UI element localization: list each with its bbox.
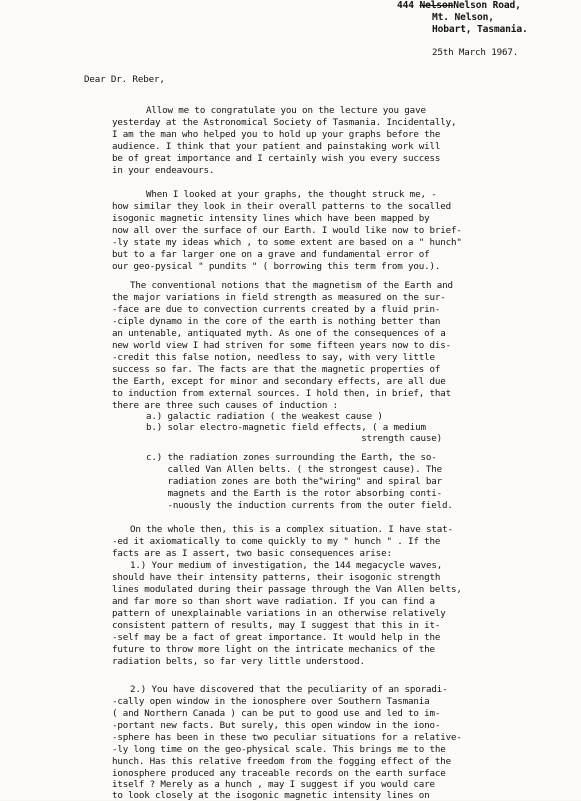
letter-date: 25th March 1967. xyxy=(432,47,519,58)
text-line: -ly long time on the geo-physical scale. This brings me to the xyxy=(112,744,446,755)
list-item: called Van Allen belts. ( the strongest cause). The xyxy=(146,464,442,475)
text-line: an untenable, antiquated myth. As one of the consequences of a xyxy=(112,328,446,339)
text-line: to look closely at the isogonic magnetic intensity lines on xyxy=(112,790,430,801)
address-line-2: Mt. Nelson, xyxy=(432,12,494,23)
list-item: c.) the radiation zones surrounding the Earth, the so- xyxy=(146,452,437,463)
text-line: -self may be a fact of great importance. It would help in the xyxy=(112,632,441,643)
text-line: Allow me to congratulate you on the lecture you gave xyxy=(146,105,426,116)
list-item: -nuously the induction currents from the outer field. xyxy=(146,500,453,511)
list-item: radiation zones are both the"wiring" and spiral bar xyxy=(146,476,442,487)
text-line: facts are as I assert, two basic consequences arise: xyxy=(112,548,392,559)
text-line: 1.) Your medium of investigation, the 144 megacycle waves, xyxy=(130,560,443,571)
text-line: new world view I had striven for some fifteen years now to dis- xyxy=(112,340,452,351)
text-line: On the whole then, this is a complex situation. I have stat- xyxy=(130,524,453,535)
text-line: -ed it axiomatically to come quickly to my " hunch " . If the xyxy=(112,536,441,547)
address-line-3: Hobart, Tasmania. xyxy=(432,24,528,35)
text-line: audience. I think that your patient and painstaking work will xyxy=(112,141,441,152)
text-line: lines modulated during their passage through the Van Allen belts, xyxy=(112,584,462,595)
text-line: should have their intensity patterns, their isogonic strength xyxy=(112,572,441,583)
list-item-continued: strength cause) xyxy=(146,433,442,444)
text-line: itself ? Merely as a hunch , may I suggest if you would care xyxy=(112,779,435,790)
text-line: in your endeavours. xyxy=(112,165,215,176)
text-line: the major variations in field strength as measured on the sur- xyxy=(112,292,446,303)
list-item: b.) solar electro-magnetic field effects, ( a medium xyxy=(146,422,426,433)
text-line: When I looked at your graphs, the thought struck me, - xyxy=(146,189,437,200)
text-line: future to throw more light on the intricate mechanics of the xyxy=(112,644,435,655)
text-line: the Earth, except for minor and secondary effects, are all due xyxy=(112,376,446,387)
text-line: -ciple dynamo in the core of the earth is nothing better than xyxy=(112,316,441,327)
text-line: our geo-pysical " pundits " ( borrowing this term from you.). xyxy=(112,261,441,272)
text-line: and far more so than short wave radiation. If you can find a xyxy=(112,596,435,607)
text-line: to induction from external sources. I hold then, in brief, that xyxy=(112,388,452,399)
text-line: -face are due to convection currents created by a fluid prin- xyxy=(112,304,441,315)
text-line: pattern of unexplainable variations in an otherwise relatively xyxy=(112,608,446,619)
text-line: 2.) You have discovered that the peculiarity of an sporadi- xyxy=(130,684,448,695)
text-line: there are three such causes of induction : xyxy=(112,400,339,411)
text-line: The conventional notions that the magnetism of the Earth and xyxy=(130,280,453,291)
text-line: yesterday at the Astronomical Society of Tasmania. Incidentally, xyxy=(112,117,457,128)
text-line: but to a far larger one on a grave and fundamental error of xyxy=(112,249,430,260)
text-line: -ly state my ideas which , to some extent are based on a " hunch" xyxy=(112,237,462,248)
text-line: ionosphere produced any traceable records on the earth surface xyxy=(112,768,446,779)
text-line: -portant new facts. But surely, this open window in the iono- xyxy=(112,720,441,731)
text-line: success so far. The facts are that the magnetic properties of xyxy=(112,364,441,375)
text-line: hunch. Has this relative freedom from the fogging effect of the xyxy=(112,756,452,767)
text-line: -cally open window in the ionosphere over Southern Tasmania xyxy=(112,696,430,707)
list-item: a.) galactic radiation ( the weakest cause ) xyxy=(146,411,383,422)
text-line: be of great importance and I certainly wish you every success xyxy=(112,153,441,164)
text-line: now all over the surface of our Earth. I would like now to brief- xyxy=(112,225,462,236)
text-line: how similar they look in their overall patterns to the socalled xyxy=(112,201,452,212)
address-line-1: 444 NelsonNelson Road, xyxy=(397,0,521,11)
text-line: consistent pattern of results, may I suggest that this in it- xyxy=(112,620,441,631)
text-line: -sphere has been in these two peculiar situations for a relative- xyxy=(112,732,462,743)
salutation: Dear Dr. Reber, xyxy=(84,74,165,85)
text-line: I am the man who helped you to hold up your graphs before the xyxy=(112,129,441,140)
list-item: magnets and the Earth is the rotor absorbing conti- xyxy=(146,488,442,499)
text-line: -credit this false notion, needless to say, with very little xyxy=(112,352,435,363)
text-line: ( and Northern Canada ) can be put to good use and led to im- xyxy=(112,708,441,719)
text-line: isogonic magnetic intensity lines which have been mapped by xyxy=(112,213,430,224)
text-line: radiation belts, so far very little understood. xyxy=(112,656,365,667)
